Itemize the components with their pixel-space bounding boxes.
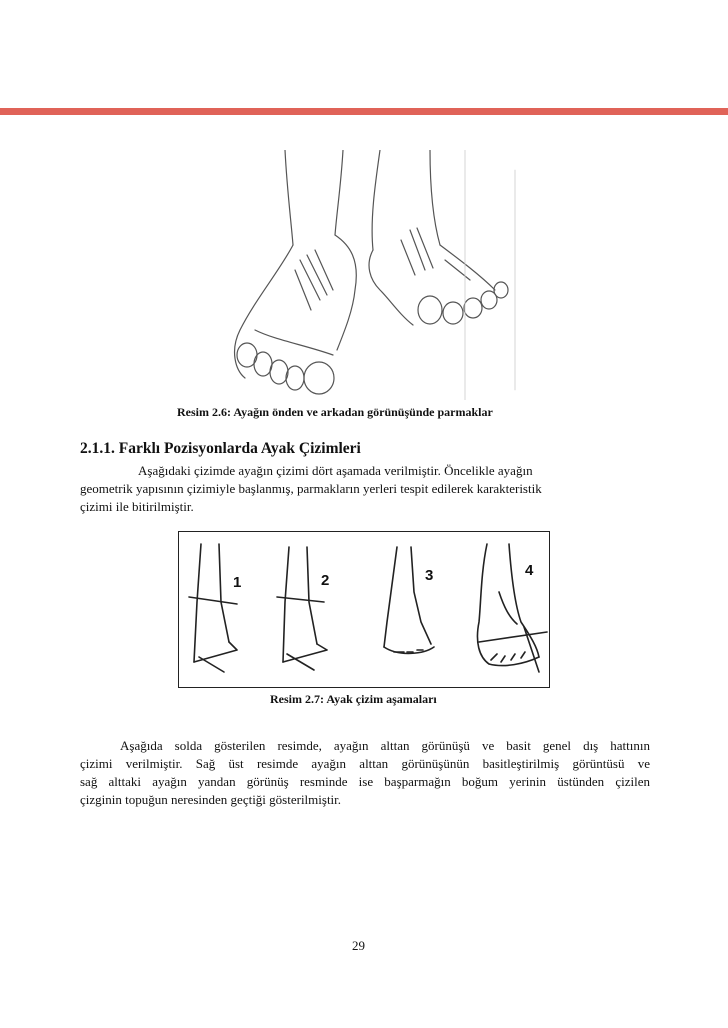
paragraph-line: geometrik yapısının çizimiyle başlanmış, parmakların yerleri tespit edilerek karakteristik bbox=[80, 481, 542, 496]
stage-label-2: 2 bbox=[321, 572, 330, 589]
paragraph-line: çizimi ile bitirilmiştir. bbox=[80, 499, 194, 514]
feet-sketch-illustration bbox=[225, 150, 535, 400]
stage-label-1: 1 bbox=[233, 574, 242, 591]
paragraph-line: çizginin topuğun neresinden geçtiği gösterilmiştir. bbox=[80, 792, 342, 807]
figure-caption: Resim 2.7: Ayak çizim aşamaları bbox=[270, 692, 437, 706]
section-heading: 2.1.1. Farklı Pozisyonlarda Ayak Çizimleri bbox=[80, 440, 361, 457]
page-number: 29 bbox=[352, 938, 365, 953]
body-paragraph bbox=[80, 737, 650, 809]
intro-paragraph bbox=[80, 462, 650, 516]
stage-label-3: 3 bbox=[425, 567, 434, 584]
paragraph-line: Aşağıdaki çizimde ayağın çizimi dört aşamada verilmiştir. Öncelikle ayağın bbox=[138, 463, 533, 478]
figure-caption: Resim 2.6: Ayağın önden ve arkadan görünüşünde parmaklar bbox=[177, 405, 493, 419]
paragraph-line: çizimi verilmiştir. Sağ üst resimde ayağın alttan görünüşünün basitleştirilmiş görüntüsü ve bbox=[80, 756, 650, 771]
drawing-stages-figure bbox=[178, 531, 550, 688]
paragraph-line: Aşağıda solda gösterilen resimde, ayağın alttan görünüşü ve basit genel dış hattının bbox=[120, 738, 650, 753]
paragraph-line: sağ alttaki ayağın yandan görünüş resminde ise başparmağın boğum yerinin üstünden çizilen bbox=[80, 774, 650, 789]
stage-label-4: 4 bbox=[525, 562, 534, 579]
drawing-stages-sketch bbox=[179, 532, 548, 686]
header-rule bbox=[0, 108, 728, 115]
